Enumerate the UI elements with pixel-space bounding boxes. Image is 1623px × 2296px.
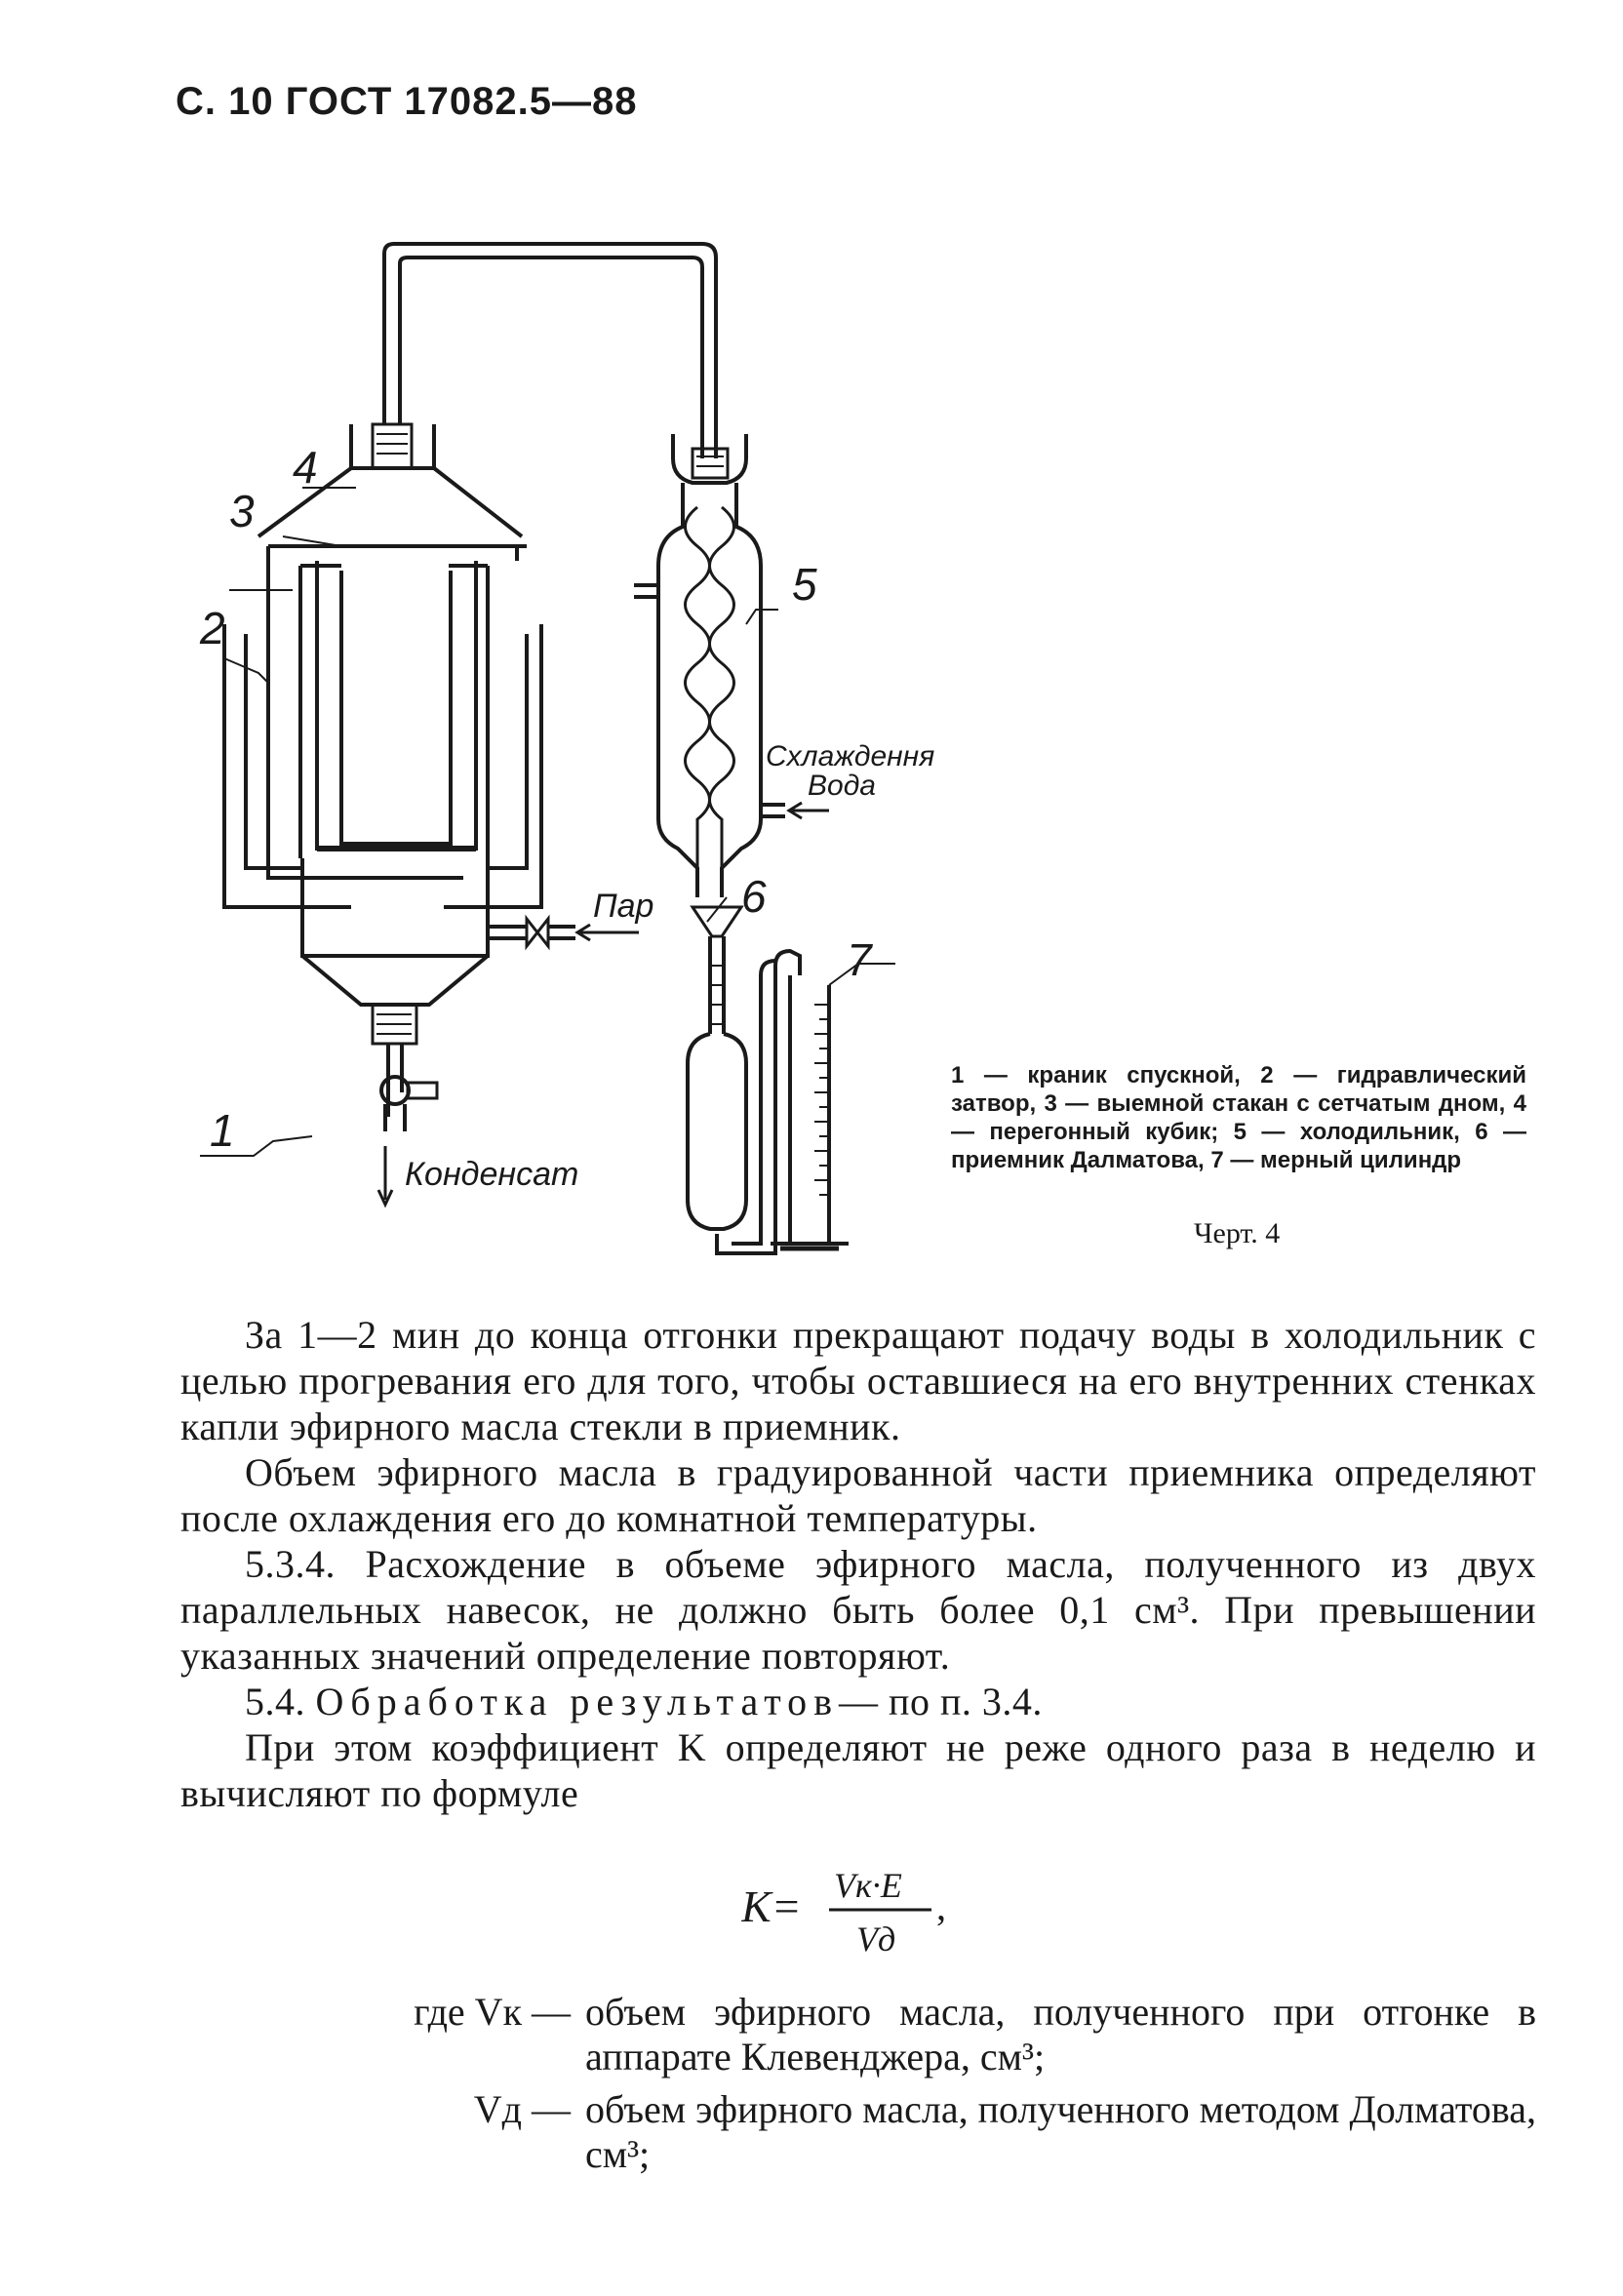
definition-row [180, 2087, 1536, 2185]
label-6: 6 [741, 871, 767, 922]
condenser [673, 434, 746, 483]
figure-legend: 1 — краник спускной, 2 — гидравлический затвор, 3 — выемной стакан с сетчатым дном, 4 — перегонный кубик; 5 — холодильник, 6 — приемник Далматова, 7 — мерный цилиндр [951, 1062, 1526, 1173]
hydraulic-seal [246, 634, 527, 868]
label-4: 4 [293, 442, 318, 493]
section-title: Обработка результатов [315, 1680, 840, 1723]
paragraph: Объем эфирного масла в градуированной части приемника определяют после охлаждения его до комнатной температуры. [180, 1450, 1536, 1540]
label-condensate: Конденсат [405, 1156, 579, 1193]
formula-denominator: Vд [856, 1920, 896, 1959]
section-heading [180, 1679, 1536, 1724]
paragraph: За 1—2 мин до конца отгонки прекращают подачу воды в холодильник с целью прогревания его для того, чтобы оставшиеся на его внутренних стенках капли эфирного масла стекли в приемник. [180, 1313, 1536, 1448]
label-steam: Пар [593, 888, 654, 925]
measuring-cylinder [790, 975, 829, 1244]
label-cooling-water-1: Схлаждення [766, 740, 935, 772]
label-3: 3 [229, 486, 255, 536]
paragraph: При этом коэффициент K определяют не реже одного раза в неделю и вычисляют по формуле [180, 1725, 1536, 1815]
label-5: 5 [792, 559, 817, 610]
variable-definitions [180, 1990, 1536, 2185]
label-1: 1 [210, 1105, 235, 1156]
formula-numerator: Vк·E [834, 1866, 902, 1905]
section-ref: — по п. 3.4. [839, 1680, 1043, 1723]
definition-text: объем эфирного масла, полученного методом Долматова, см³; [585, 2087, 1536, 2176]
figure-caption: Черт. 4 [1194, 1217, 1281, 1249]
definition-row [180, 1990, 1536, 2087]
formula-lhs: K= [741, 1881, 802, 1931]
label-7: 7 [847, 934, 872, 985]
distillation-cube [351, 424, 434, 468]
definition-term: где Vк — [414, 1990, 571, 2034]
paragraph: 5.3.4. Расхождение в объеме эфирного масла, полученного из двух параллельных навесок, не должно быть более 0,1 см³. При превышении указанных значений определение повторяют. [180, 1542, 1536, 1678]
formula-suffix: , [936, 1884, 946, 1928]
page-header: С. 10 ГОСТ 17082.5—88 [176, 80, 638, 123]
apparatus-diagram [195, 224, 975, 1278]
dalmatov-receiver [693, 907, 741, 936]
label-2: 2 [200, 603, 225, 653]
label-cooling-water-2: Вода [808, 770, 876, 802]
section-number: 5.4. [245, 1680, 305, 1723]
definition-text: объем эфирного масла, полученного при отгонке в аппарате Клевенджера, см³; [585, 1990, 1536, 2078]
body-text [180, 1312, 1536, 1816]
formula [741, 1853, 995, 1970]
definition-term: Vд — [473, 2087, 571, 2131]
